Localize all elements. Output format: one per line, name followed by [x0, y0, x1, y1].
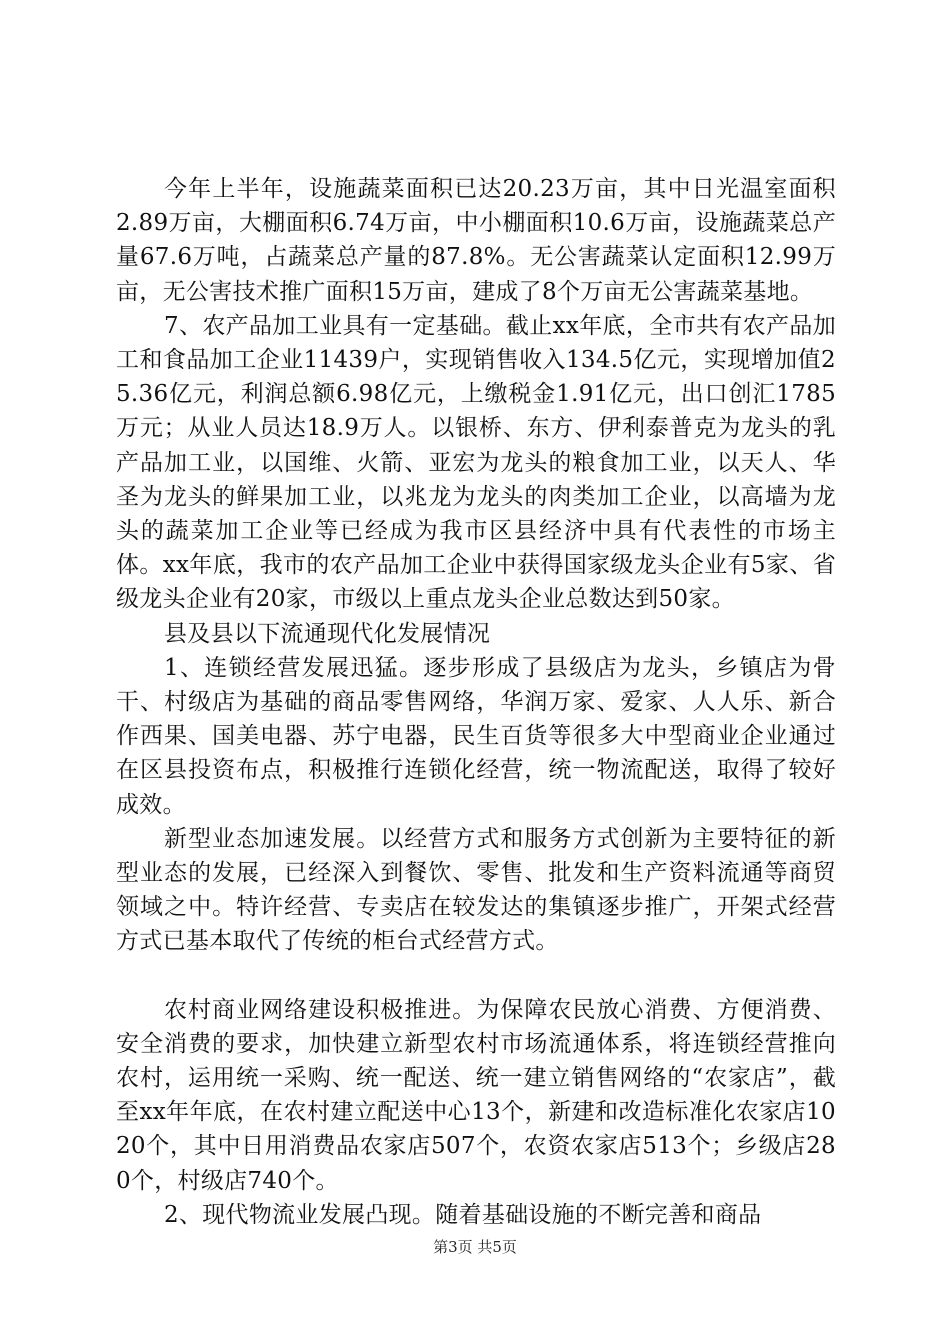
document-body [116, 172, 836, 1232]
paragraph-vegetable-area: 今年上半年，设施蔬菜面积已达20.23万亩，其中日光温室面积2.89万亩，大棚面积6.74万亩，中小棚面积10.6万亩，设施蔬菜总产量67.6万吨，占蔬菜总产量的87.8%。无公害蔬菜认定面积12.99万亩，无公害技术推广面积15万亩，建成了8个万亩无公害蔬菜基地。 [116, 176, 836, 305]
paragraph-rural-network: 农村商业网络建设积极推进。为保障农民放心消费、方便消费、安全消费的要求，加快建立新型农村市场流通体系，将连锁经营推向农村，运用统一采购、统一配送、统一建立销售网络的“农家店”，截至xx年年底，在农村建立配送中心13个，新建和改造标准化农家店1020个，其中日用消费品农家店507个，农资农家店513个；乡级店280个，村级店740个。 [116, 996, 836, 1194]
paragraph-logistics: 2、现代物流业发展凸现。随着基础设施的不断完善和商品 [164, 1201, 762, 1228]
paragraph-chain-operation: 1、连锁经营发展迅猛。逐步形成了县级店为龙头，乡镇店为骨干、村级店为基础的商品零售网络，华润万家、爱家、人人乐、新合作西果、国美电器、苏宁电器，民生百货等很多大中型商业企业通过在区县投资布点，积极推行连锁化经营，统一物流配送，取得了较好成效。 [116, 654, 836, 818]
section-heading-circulation: 县及县以下流通现代化发展情况 [164, 620, 491, 647]
paragraph-agri-processing: 7、农产品加工业具有一定基础。截止xx年底，全市共有农产品加工和食品加工企业11439户，实现销售收入134.5亿元，实现增加值25.36亿元，利润总额6.98亿元，上缴税金1.91亿元，出口创汇1785万元；从业人员达18.9万人。以银桥、东方、伊利泰普克为龙头的乳产品加工业，以国维、火箭、亚宏为龙头的粮食加工业，以天人、华圣为龙头的鲜果加工业，以兆龙为龙头的肉类加工企业，以高墙为龙头的蔬菜加工企业等已经成为我市区县经济中具有代表性的市场主体。xx年底，我市的农产品加工企业中获得国家级龙头企业有5家、省级龙头企业有20家，市级以上重点龙头企业总数达到50家。 [116, 312, 836, 613]
paragraph-new-formats: 新型业态加速发展。以经营方式和服务方式创新为主要特征的新型业态的发展，已经深入到餐饮、零售、批发和生产资料流通等商贸领域之中。特许经营、专卖店在较发达的集镇逐步推广，开架式经营方式已基本取代了传统的柜台式经营方式。 [116, 825, 836, 955]
page-number-footer: 第3页 共5页 [433, 1238, 517, 1256]
